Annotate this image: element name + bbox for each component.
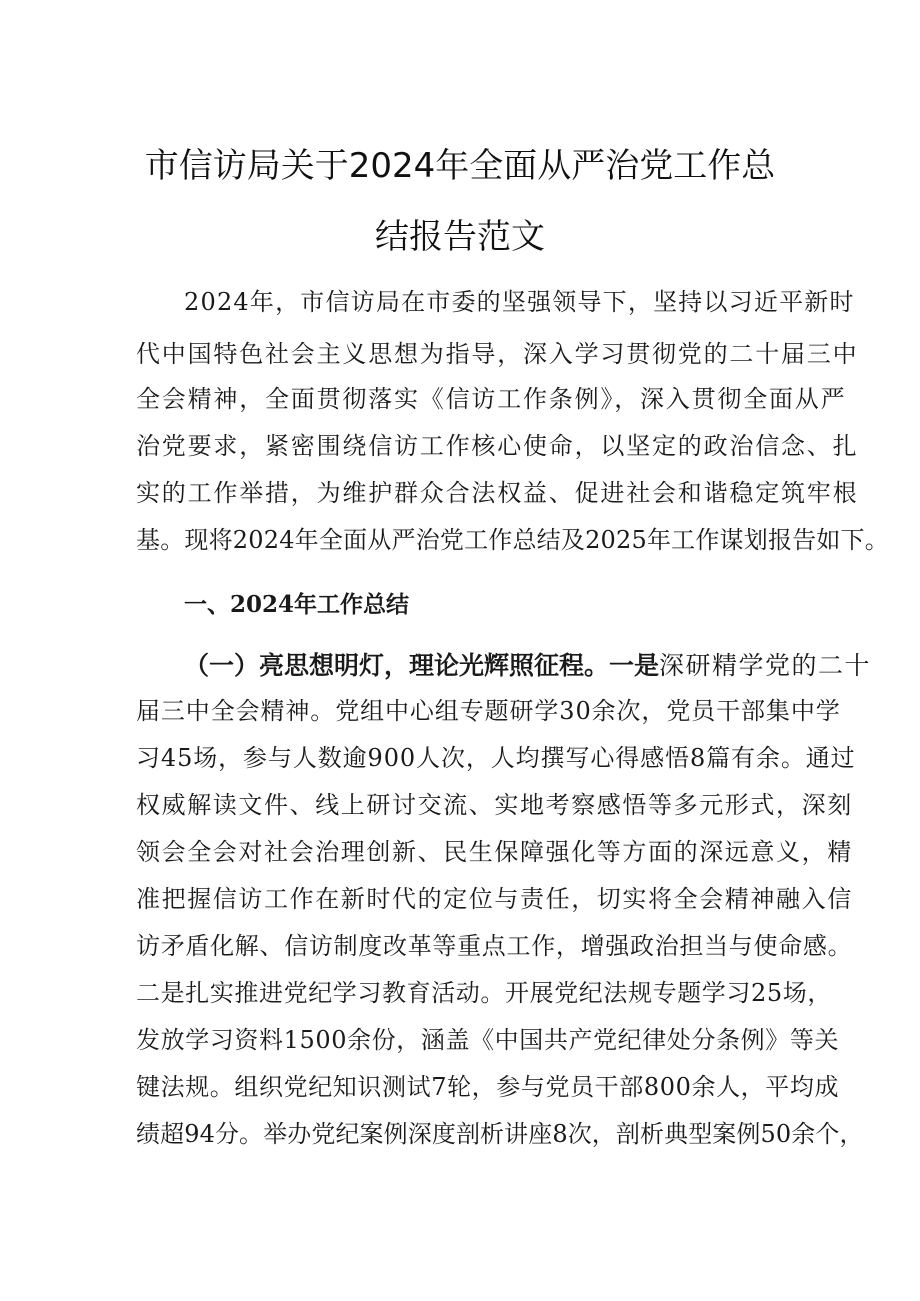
intro-line-4: 治党要求，紧密围绕信访工作核心使命，以坚定的政治信念、扎 — [136, 432, 859, 460]
body-line-2: 习45场，参与人数逾900人次，人均撰写心得感悟8篇有余。通过 — [136, 744, 856, 772]
body-line-5: 准把握信访工作在新时代的定位与责任，切实将全会精神融入信 — [136, 885, 853, 913]
body-line-8: 发放学习资料1500余份，涵盖《中国共产党纪律处分条例》等关 — [136, 1026, 840, 1054]
body-line-1: 届三中全会精神。党组中心组专题研学30余次，党员干部集中学 — [136, 697, 841, 725]
subsection-1-heading: （一）亮思想明灯，理论光辉照征程。 — [184, 651, 610, 680]
first-point-label: 一是 — [609, 651, 660, 680]
intro-line-2: 代中国特色社会主义思想为指导，深入学习贯彻党的二十届三中 — [136, 340, 859, 368]
body-line-10: 绩超94分。举办党纪案例深度剖析讲座8次，剖析典型案例50余个， — [136, 1120, 864, 1148]
document-title-line-2: 结报告范文 — [375, 217, 545, 257]
subsection-1-first-line — [184, 651, 871, 681]
body-line-9: 键法规。组织党纪知识测试7轮，参与党员干部800余人，平均成 — [136, 1073, 840, 1101]
section-heading-1: 一、2024年工作总结 — [184, 591, 410, 618]
document-title-line-1: 市信访局关于2024年全面从严治党工作总 — [144, 146, 776, 186]
body-line-6: 访矛盾化解、信访制度改革等重点工作，增强政治担当与使命感。 — [136, 932, 853, 960]
intro-line-1: 2024年，市信访局在市委的坚强领导下，坚持以习近平新时 — [184, 288, 855, 316]
intro-line-3: 全会精神，全面贯彻落实《信访工作条例》，深入贯彻全面从严 — [136, 385, 847, 413]
body-line-3: 权威解读文件、线上研讨交流、实地考察感悟等多元形式，深刻 — [136, 791, 853, 819]
intro-line-5: 实的工作举措，为维护群众合法权益、促进社会和谐稳定筑牢根 — [136, 479, 859, 507]
body-line-7: 二是扎实推进党纪学习教育活动。开展党纪法规专题学习25场， — [136, 979, 832, 1007]
intro-line-6: 基。现将2024年全面从严治党工作总结及2025年工作谋划报告如下。 — [136, 526, 889, 554]
first-point-text: 深研精学党的二十 — [659, 651, 872, 680]
body-line-4: 领会全会对社会治理创新、民生保障强化等方面的深远意义，精 — [136, 838, 853, 866]
